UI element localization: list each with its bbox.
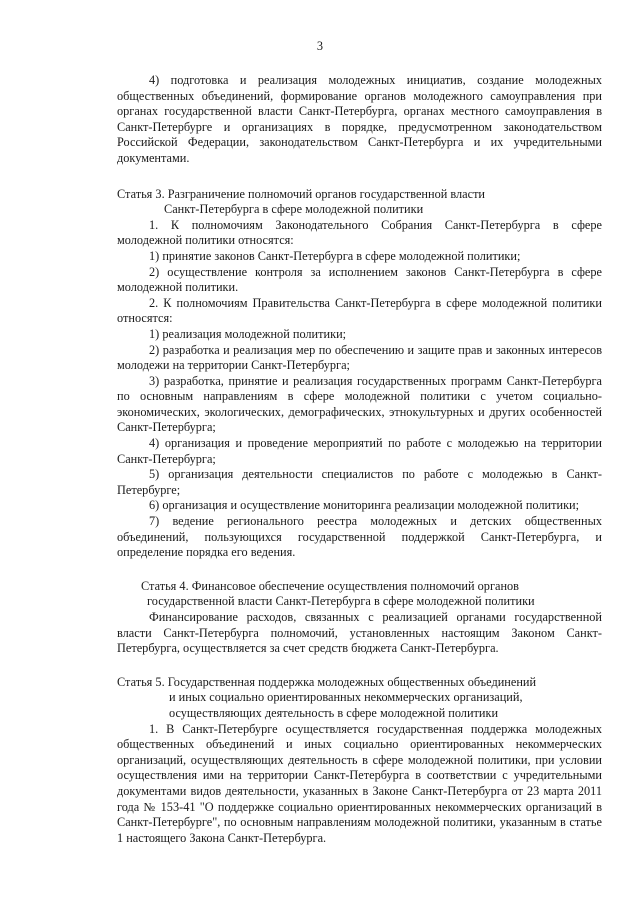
- article-3-clause-2: 2. К полномочиям Правительства Санкт-Петербурга в сфере молодежной политики относятся:: [117, 295, 602, 326]
- document-body: [117, 73, 602, 846]
- article-5-clause-1: 1. В Санкт-Петербурге осуществляется государственная поддержка молодежных общественных объединений и иных социально ориентированных некоммерческих организаций, осуществляющих деятельность в сфере молодежной политики, при условии осуществления ими на территории Санкт-Петербурга в соответствии с учредительными документами видов деятельности, указанных в Законе Санкт-Петербурга от 23 марта 2011 года № 153-41 "О поддержке социально ориентированных некоммерческих организаций в Санкт-Петербурге", по основным направлениям молодежной политики, указанным в статье 1 настоящего Закона Санкт-Петербурга.: [117, 721, 602, 845]
- article-3-clause-2-item-6: 6) организация и осуществление мониторинга реализации молодежной политики;: [149, 498, 580, 513]
- article-3-clause-2-item-2: 2) разработка и реализация мер по обеспечению и защите прав и законных интересов молодежи на территории Санкт-Петербурга;: [117, 342, 602, 373]
- article-3-clause-1-item-2: 2) осуществление контроля за исполнением законов Санкт-Петербурга в сфере молодежной политики.: [117, 264, 602, 295]
- article-3-clause-2-item-5: 5) организация деятельности специалистов по работе с молодежью в Санкт-Петербурге;: [117, 467, 602, 497]
- article-3: [117, 187, 602, 561]
- article-4-text: Финансирование расходов, связанных с реализацией органами государственной власти Санкт-Петербурга полномочий, установленных настоящим Законом Санкт-Петербурга, осуществляется за счет средств бюджета Санкт-Петербурга.: [117, 610, 602, 656]
- article-5-title-line-2: и иных социально ориентированных некоммерческих организаций,: [169, 690, 523, 705]
- article-3-clause-2-item-3: 3) разработка, принятие и реализация государственных программ Санкт-Петербурга по основным направлениям в сфере молодежной политики с учетом социально-экономических, экологических, демографических, этнокультурных и других особенностей Санкт-Петербурга;: [117, 373, 602, 435]
- article-4-title: [117, 579, 602, 610]
- article-3-clause-2-item-7: 7) ведение регионального реестра молодежных и детских общественных объединений, пользующихся государственной поддержкой Санкт-Петербурга, и определение порядка его ведения.: [117, 514, 602, 560]
- intro-paragraph: 4) подготовка и реализация молодежных инициатив, создание молодежных общественных объединений, формирование органов молодежного самоуправления при органах государственной власти Санкт-Петербурга, органах местного самоуправления в Санкт-Петербурге и организациях в порядке, предусмотренном законодательством Российской Федерации, законодательством Санкт-Петербурга и их учредительными документами.: [117, 73, 602, 165]
- article-5-title: [117, 675, 602, 722]
- article-3-clause-2-item-4: 4) организация и проведение мероприятий по работе с молодежью на территории Санкт-Петербурга;: [117, 436, 602, 466]
- article-5-title-line-3: осуществляющих деятельность в сфере молодежной политики: [169, 705, 499, 720]
- article-3-title-line-1: Статья 3. Разграничение полномочий органов государственной власти: [117, 186, 486, 201]
- page-number: 3: [316, 39, 324, 53]
- article-3-clause-2-item-1: 1) реализация молодежной политики;: [149, 326, 347, 341]
- article-3-clause-1: 1. К полномочиям Законодательного Собрания Санкт-Петербурга в сфере молодежной политики относятся:: [117, 217, 602, 248]
- article-5: [117, 675, 602, 847]
- article-4-title-line-1: Статья 4. Финансовое обеспечение осуществления полномочий органов: [141, 578, 519, 593]
- article-3-clause-1-item-1: 1) принятие законов Санкт-Петербурга в сфере молодежной политики;: [149, 248, 521, 263]
- article-3-title-line-2: Санкт-Петербурга в сфере молодежной политики: [164, 202, 424, 217]
- article-5-title-line-1: Статья 5. Государственная поддержка молодежных общественных объединений: [117, 674, 537, 689]
- article-3-title: [117, 187, 602, 218]
- article-4-title-line-2: государственной власти Санкт-Петербурга в сфере молодежной политики: [147, 594, 535, 609]
- article-4: [117, 579, 602, 657]
